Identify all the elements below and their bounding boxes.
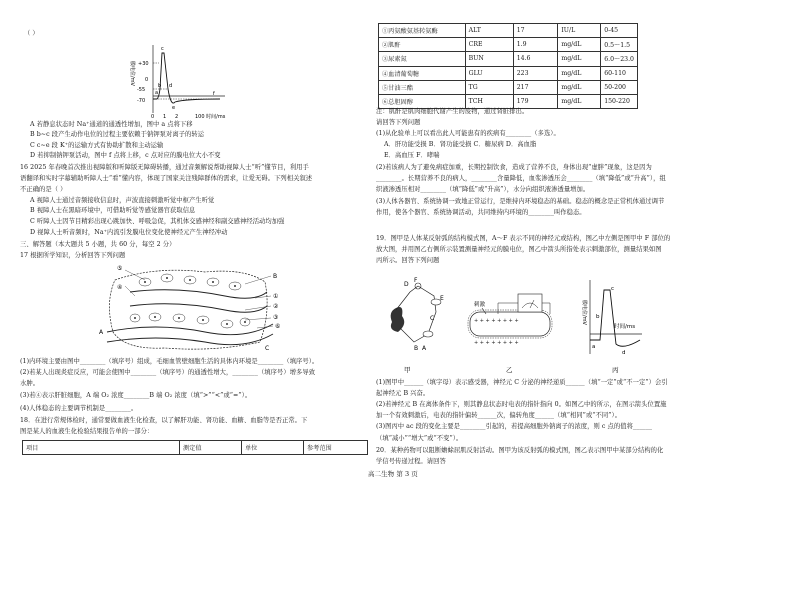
- q17-label-c: C: [265, 345, 270, 352]
- q15-point-label: e: [172, 105, 176, 111]
- lab-item-code: BUN: [465, 52, 513, 66]
- q16-stem-line: 语翻译和实时字幕辅助听障人士“看”懂内容，体现了国家关注残障群体的需求，让爱无碍。下列相关叙述: [20, 175, 313, 182]
- q19-label-b: B: [414, 345, 419, 352]
- lab-item-name: ③尿素氮: [379, 52, 466, 66]
- q15-y-tick: 0: [145, 77, 149, 83]
- q17-line: (2)若某人出现炎症反应，可能会使图中________（填序号）的通透性增大，________（填序号）增多导致: [20, 369, 316, 376]
- lab-item-value: 223: [513, 66, 558, 80]
- q19-line: (3)图丙中 ac 段的变化主要是________引起的，若提高细胞外钠离子的浓度，则 c 点的值将______: [376, 423, 653, 430]
- q19-stem-line: 放大图，并用图乙右侧所示装置测量神经元的膜电位，图乙中箭头所指处表示刺激部位，测量结果如图: [376, 246, 662, 253]
- q19-fig-jia: 甲: [404, 366, 411, 374]
- q17-line: 水肿。: [20, 380, 40, 387]
- lab-item-code: ALT: [465, 24, 513, 38]
- q19-curve-point: d: [622, 350, 626, 356]
- q18-lab-table: [378, 23, 638, 109]
- q19-line: (2)若神经元 B 在离体条件下，则其静息状态时电表的指针指向 0。如图乙中的所示，在图示箭头位置施: [376, 401, 667, 408]
- q16-option-c: C 听障人士因节目精彩出现心跳加快、呼吸急促，其机体交感神经和副交感神经活动均加强: [30, 218, 285, 225]
- q15-option-a: A 若静息状态时 Na⁺通道的通透性增加，图中 a 点将下移: [30, 121, 193, 128]
- q17-tissue-diagram: [95, 262, 285, 354]
- lab-item-code: TCH: [465, 94, 513, 108]
- q15-point-label: d: [169, 83, 173, 89]
- q15-y-tick: -70: [137, 98, 146, 104]
- top-paren: （ ）: [24, 30, 39, 37]
- q17-label-4: ④: [117, 284, 123, 291]
- q19-line: 加一个有效刺激后，电表的指针偏转______次，偏转角度______（填“相同”或“不同”）。: [376, 412, 622, 419]
- q19-x-label: 时间/ms: [614, 324, 636, 330]
- q19-label-e: E: [440, 295, 444, 302]
- q16-option-d: D 视障人士听音频时，Na⁺内流引发膜电位变化使神经元产生神经冲动: [30, 229, 228, 236]
- lab-item-value: 179: [513, 94, 558, 108]
- q18-col-range: 参考范围: [304, 441, 368, 455]
- q19-stem-line: 19．图甲是人体某反射弧的结构模式图，A～F 表示不同的神经元或结构，图乙中左侧是图甲中 F 部位的: [376, 235, 671, 242]
- lab-table-row: [379, 66, 638, 80]
- q17-label-b: B: [273, 273, 278, 280]
- lab-item-value: 1.9: [513, 38, 558, 52]
- lab-item-range: 0-45: [601, 24, 638, 38]
- lab-item-unit: mg/dL: [558, 52, 601, 66]
- q19-curve-point: a: [592, 344, 596, 350]
- lab-item-code: TG: [465, 80, 513, 94]
- q19-figures: [378, 272, 648, 377]
- q17-line: (3)若④表示肝脏细胞，A 端 O₂ 浓度________B 端 O₂ 浓度（填“>”“<”或“=”）。: [20, 392, 252, 399]
- q19-label-c: C: [430, 315, 435, 322]
- q17-line: (1)内环境主要由图中________（填序号）组成，毛细血管壁细胞生活的具体内环境是________（填序号）。: [20, 358, 319, 365]
- q18-line: (2)若该病人为了避免病症加重，长期控制饮食，造成了营养不良，身体出现“虚胖”现象，这是因为: [376, 164, 652, 171]
- lab-item-code: GLU: [465, 66, 513, 80]
- q19-fig-bing: 丙: [612, 366, 619, 374]
- q19-line: 起神经元 B 兴奋。: [376, 390, 430, 397]
- lab-item-name: ②肌酐: [379, 38, 466, 52]
- q16-stem-line: 不正确的是（ ）: [20, 186, 67, 193]
- q18-stem-line: 图是某人的血液生化检验结果报告单的一部分：: [20, 428, 154, 435]
- lab-item-name: ⑤甘油三酯: [379, 80, 466, 94]
- q15-option-b: B b~c 段产生动作电位的过程主要依赖于钠钾泵对离子的转运: [30, 131, 205, 138]
- q17-line: (4)人体稳态的主要调节机制是________。: [20, 405, 138, 412]
- q15-y-tick: +30: [138, 61, 149, 67]
- q18-line: ________。长期营养不良的病人，________含量降低，血浆渗透压会________（填“降低”或“升高”），组: [376, 175, 666, 182]
- lab-item-unit: mg/dL: [558, 66, 601, 80]
- q17-label-1: ①: [273, 293, 279, 300]
- q17-stem: 17 根据所学知识，分析回答下列问题: [20, 252, 126, 259]
- q16-stem-line: 16 2025 年春晚首次推出视障版和听障版无障碍转播，通过音频解说帮助视障人士“听”懂节目，利用手: [20, 164, 309, 171]
- q15-point-label: a: [155, 90, 159, 96]
- q15-x-tick: 0: [151, 114, 155, 119]
- lab-item-range: 0.5～1.5: [601, 38, 638, 52]
- page-footer: 高二生物 第 3 页: [368, 470, 418, 478]
- lab-item-unit: IU/L: [558, 24, 601, 38]
- lab-table-row: [379, 52, 638, 66]
- q18-options: E．高血压 F．哮喘: [384, 152, 440, 159]
- q19-line: （填“减小”“增大”或“不变”）。: [376, 435, 463, 442]
- q15-point-label: f: [213, 91, 215, 97]
- lab-item-name: ①丙氨酸氨基转氨酶: [379, 24, 466, 38]
- q19-line: (1)图甲中______（填字母）表示感受器，神经元 C 分泌的神经递质______（填“一定”或“不一定”）会引: [376, 379, 668, 386]
- q19-fig-yi: 乙: [506, 366, 513, 374]
- q16-option-b: B 视障人士在黑暗环境中，可借助听觉等感觉器官获取信息: [30, 207, 196, 214]
- lab-item-value: 217: [513, 80, 558, 94]
- q18-line: (3)人体各器官、系统协调一致地正常运行，是维持内环境稳态的基础。稳态的概念是正常机体通过调节: [376, 198, 665, 205]
- q15-point-label: b: [158, 83, 162, 89]
- lab-item-unit: mg/dL: [558, 80, 601, 94]
- q19-curve-point: b: [596, 314, 600, 320]
- q17-label-a: A: [99, 329, 104, 336]
- q18-col-value: 测定值: [180, 441, 242, 455]
- lab-item-value: 14.6: [513, 52, 558, 66]
- q18-note: 注：肌酐是肌肉细胞代谢产生的废物，通过肾脏排出。: [376, 108, 529, 115]
- q15-option-c: C c~e 段 K⁺的运输方式有协助扩散和主动运输: [30, 142, 164, 149]
- lab-item-range: 6.0～23.0: [601, 52, 638, 66]
- q15-y-tick: -55: [137, 87, 146, 93]
- lab-item-range: 50-200: [601, 80, 638, 94]
- q15-option-d: D 若抑制钠钾泵活动，图中 f 点将上移，c 点对应的膜电位大小不变: [30, 152, 221, 159]
- lab-item-range: 150-220: [601, 94, 638, 108]
- q18-line: 织液渗透压相对________（填“降低”或“升高”），水分向组织液渗透量增加。: [376, 186, 590, 193]
- q16-option-a: A 视障人士通过音频接收信息时，声波直接刺激听觉中枢产生听觉: [30, 197, 215, 204]
- q19-label-d: D: [404, 281, 409, 288]
- svg-text:+ + + + + + + +: + + + + + + + +: [474, 318, 519, 324]
- q15-x-tick: 1: [163, 114, 167, 119]
- q15-x-tick: 2: [175, 114, 179, 119]
- q18-stem-line: 18．在进行常规体检时，通常要做血液生化检查，以了解肝功能、肾功能、血糖、血脂等是否正常。下: [20, 417, 308, 424]
- q20-stem-line: 20．某种药物可以阻断蟾蜍屈肌反射活动。图甲为该反射弧的模式图，图乙表示图甲中某部分结构的化: [376, 447, 664, 454]
- q18-line: 请回答下列问题: [376, 119, 421, 126]
- q19-y-label: 膜电位/mV: [581, 300, 587, 325]
- q20-stem-line: 学信号传递过程。请回答: [376, 458, 446, 465]
- lab-table-row: [379, 80, 638, 94]
- q19-label-f: F: [414, 277, 418, 284]
- q17-label-5: ⑤: [117, 265, 123, 272]
- q15-point-label: c: [161, 46, 164, 52]
- q19-stim-label: 刺激: [474, 302, 486, 308]
- lab-item-name: ④血清葡萄糖: [379, 66, 466, 80]
- q17-label-2: ②: [273, 303, 279, 310]
- svg-text:+ + + + + + + +: + + + + + + + +: [474, 340, 519, 346]
- q15-y-label: 膜电位/mV: [129, 61, 135, 86]
- q17-label-6: ⑥: [275, 323, 281, 330]
- lab-table-row: [379, 38, 638, 52]
- q18-col-item: 项目: [23, 441, 180, 455]
- q15-potential-graph: [125, 41, 235, 119]
- lab-item-unit: mg/dL: [558, 94, 601, 108]
- lab-item-value: 17: [513, 24, 558, 38]
- q19-stem-line: 丙所示。回答下列问题: [376, 257, 440, 264]
- lab-item-range: 60-110: [601, 66, 638, 80]
- lab-table-row: [379, 24, 638, 38]
- q18-table-header: [22, 440, 368, 455]
- q18-col-unit: 单位: [242, 441, 304, 455]
- q17-label-3: ③: [273, 314, 279, 321]
- q18-line: 作用，使各个器官、系统协调活动，共同维持内环境的________叫作稳态。: [376, 209, 586, 216]
- q19-label-a: A: [422, 345, 427, 352]
- q18-options: A．肝功能受损 B．肾功能受损 C．糖尿病 D．高血脂: [384, 141, 537, 148]
- q18-line: (1)从化验单上可以看出此人可能患有的疾病有________（多选）。: [376, 130, 560, 137]
- lab-item-name: ⑥总胆固醇: [379, 94, 466, 108]
- section-3-heading: 三、解答题（本大题共 5 小题，共 60 分，每空 2 分）: [20, 241, 176, 248]
- lab-item-code: CRE: [465, 38, 513, 52]
- q19-curve-point: c: [611, 286, 615, 292]
- q15-x-label: 100 时间/ms: [195, 114, 226, 119]
- lab-item-unit: mg/dL: [558, 38, 601, 52]
